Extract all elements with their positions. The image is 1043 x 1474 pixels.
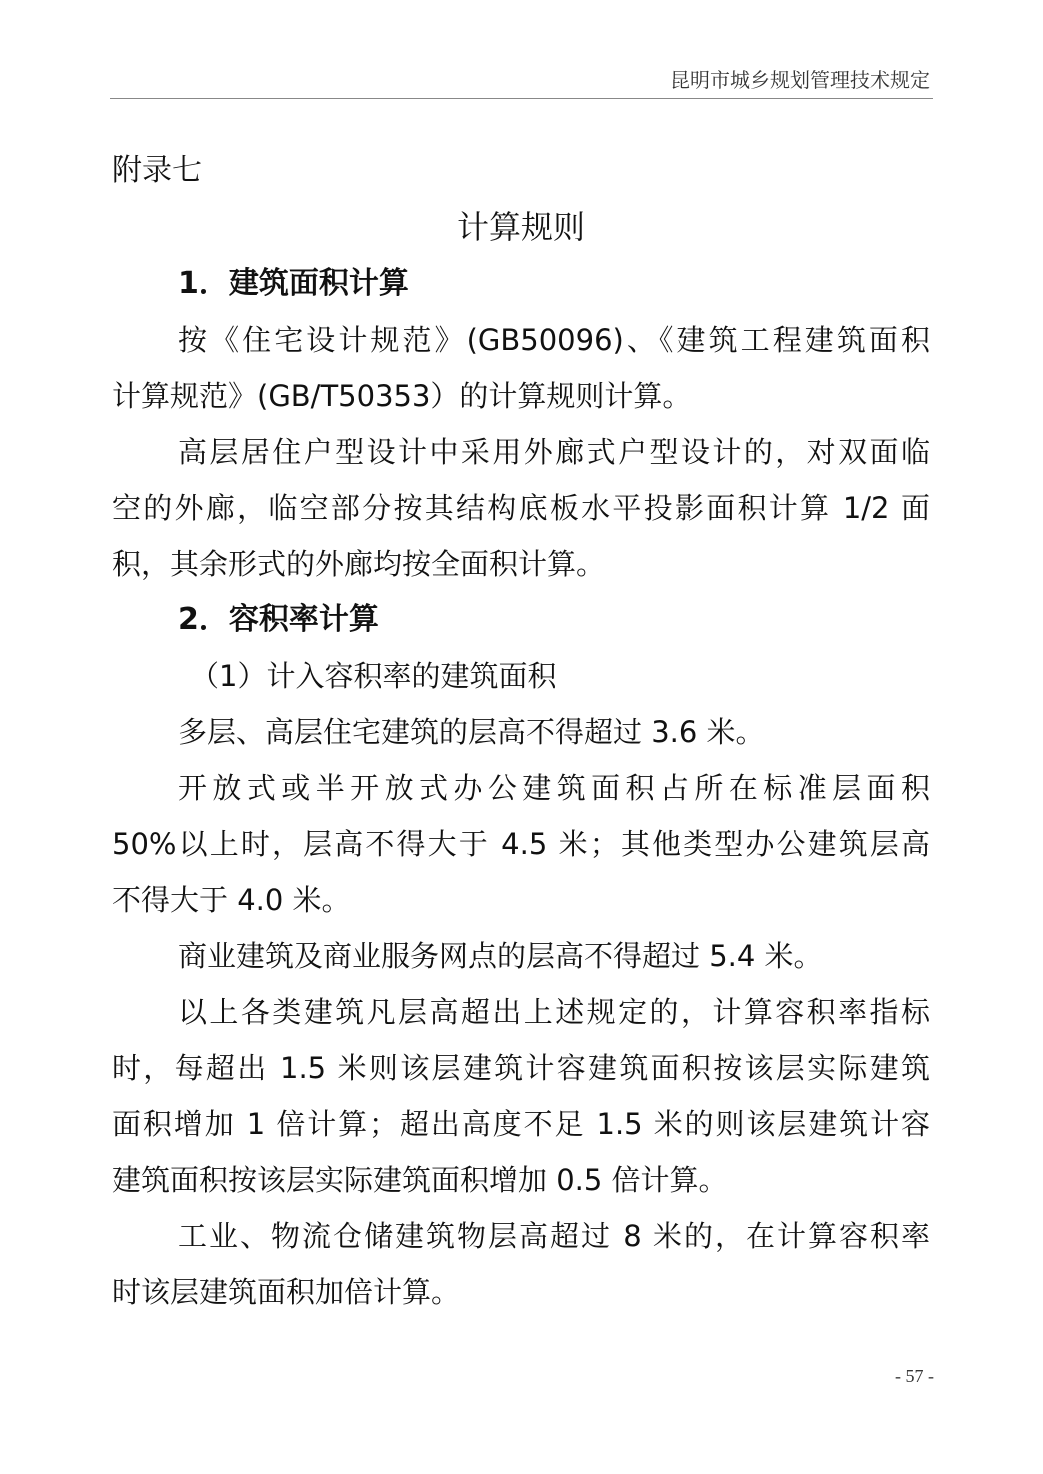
- section2-para4-line3: 面积增加 1 倍计算；超出高度不足 1.5 米的则该层建筑计容: [112, 1107, 930, 1141]
- section2-para5-line2: 时该层建筑面积加倍计算。: [112, 1275, 461, 1309]
- section2-para2-line2: 50%以上时，层高不得大于 4.5 米；其他类型办公建筑层高: [112, 827, 930, 861]
- page-body: [112, 144, 930, 1320]
- section1-para2-line3: 积，其余形式的外廊均按全面积计算。: [112, 547, 606, 581]
- header-rule: [110, 98, 933, 99]
- section1-para1-line2: 计算规范》(GB/T50353）的计算规则计算。: [112, 379, 692, 413]
- page-number: - 57 -: [895, 1366, 934, 1386]
- section1-para2-line2: 空的外廊，临空部分按其结构底板水平投影面积计算 1/2 面: [112, 491, 930, 525]
- running-header: 昆明市城乡规划管理技术规定: [670, 68, 930, 92]
- section1-para2-line1: 高层居住户型设计中采用外廊式户型设计的，对双面临: [178, 435, 930, 469]
- section2-para4-line1: 以上各类建筑凡层高超出上述规定的，计算容积率指标: [178, 995, 930, 1029]
- section2-para5-line1: 工业、物流仓储建筑物层高超过 8 米的，在计算容积率: [178, 1219, 930, 1253]
- section2-para2-line1: 开放式或半开放式办公建筑面积占所在标准层面积: [178, 771, 930, 805]
- section1-heading: 1．建筑面积计算: [178, 266, 409, 301]
- section2-para1-line1: 多层、高层住宅建筑的层高不得超过 3.6 米。: [178, 715, 765, 749]
- section2-para3-line1: 商业建筑及商业服务网点的层高不得超过 5.4 米。: [178, 939, 823, 973]
- section2-heading: 2．容积率计算: [178, 602, 379, 637]
- section1-para1-line1: 按《住宅设计规范》(GB50096)、《建筑工程建筑面积: [178, 323, 930, 357]
- section2-para4-line2: 时，每超出 1.5 米则该层建筑计容建筑面积按该层实际建筑: [112, 1051, 930, 1085]
- page-title: 计算规则: [456, 208, 585, 246]
- section2-para4-line4: 建筑面积按该层实际建筑面积增加 0.5 倍计算。: [112, 1163, 728, 1197]
- section2-para2-line3: 不得大于 4.0 米。: [112, 883, 351, 917]
- section2-subheading: （1）计入容积率的建筑面积: [190, 659, 557, 693]
- appendix-label: 附录七: [112, 153, 202, 188]
